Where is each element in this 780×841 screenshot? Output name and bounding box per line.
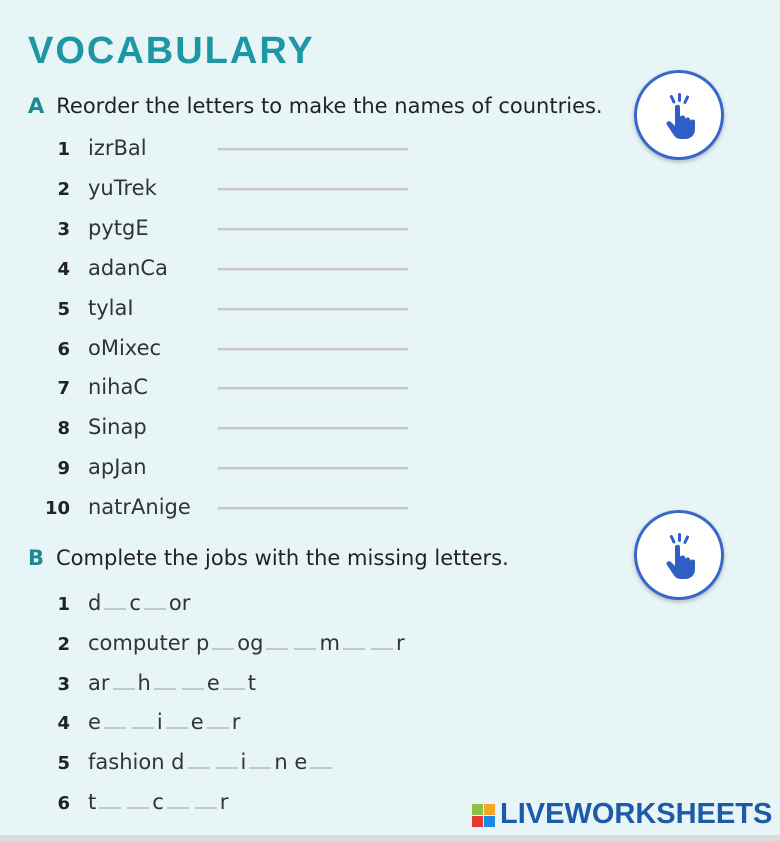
answer-input[interactable] bbox=[218, 427, 408, 430]
answer-input[interactable] bbox=[218, 268, 408, 271]
letter-fragment: e bbox=[190, 710, 204, 734]
item-number: 3 bbox=[57, 219, 70, 240]
missing-letter-blank[interactable] bbox=[310, 753, 332, 769]
letter-fragment: n e bbox=[274, 750, 308, 774]
section-b-letter: B bbox=[28, 546, 45, 570]
job-item bbox=[44, 591, 191, 617]
answer-input[interactable] bbox=[218, 348, 408, 351]
scrambled-word: apJan bbox=[88, 455, 147, 479]
section-b-heading bbox=[28, 546, 509, 570]
missing-letter-blank[interactable] bbox=[144, 594, 166, 610]
tap-hand-icon bbox=[637, 513, 721, 597]
job-item bbox=[44, 631, 405, 657]
missing-letter-blank[interactable] bbox=[132, 713, 154, 729]
answer-input[interactable] bbox=[218, 228, 408, 231]
item-number: 8 bbox=[57, 418, 70, 439]
item-number: 1 bbox=[57, 594, 70, 615]
missing-letter-blank[interactable] bbox=[154, 674, 176, 690]
letter-fragment: c bbox=[152, 790, 164, 814]
answer-input[interactable] bbox=[218, 467, 408, 470]
liveworksheets-logo-icon bbox=[472, 804, 496, 828]
answer-input[interactable] bbox=[218, 148, 408, 151]
missing-letter-blank[interactable] bbox=[371, 634, 393, 650]
item-number: 1 bbox=[57, 139, 70, 160]
letter-fragment: m bbox=[319, 631, 340, 655]
tap-hand-icon bbox=[637, 73, 721, 157]
missing-letter-blank[interactable] bbox=[99, 793, 121, 809]
scrambled-word: adanCa bbox=[88, 256, 168, 280]
scrambled-word: izrBal bbox=[88, 136, 147, 160]
answer-input[interactable] bbox=[218, 387, 408, 390]
country-item bbox=[44, 336, 162, 362]
section-a-letter: A bbox=[28, 94, 45, 118]
item-number: 2 bbox=[57, 634, 70, 655]
job-item bbox=[44, 790, 229, 816]
job-word bbox=[88, 671, 256, 695]
section-a-instruction: Reorder the letters to make the names of countries. bbox=[56, 94, 603, 118]
scrambled-word: natrAnige bbox=[88, 495, 191, 519]
missing-letter-blank[interactable] bbox=[188, 753, 210, 769]
item-number: 9 bbox=[57, 458, 70, 479]
letter-fragment: ar bbox=[88, 671, 110, 695]
scrambled-word: pytgE bbox=[88, 216, 149, 240]
missing-letter-blank[interactable] bbox=[207, 713, 229, 729]
missing-letter-blank[interactable] bbox=[104, 713, 126, 729]
job-word bbox=[88, 591, 190, 615]
item-number: 6 bbox=[57, 793, 70, 814]
item-number: 2 bbox=[57, 179, 70, 200]
letter-fragment: og bbox=[237, 631, 264, 655]
tap-button-b[interactable] bbox=[634, 510, 724, 600]
job-item bbox=[44, 671, 256, 697]
job-word bbox=[88, 631, 405, 655]
missing-letter-blank[interactable] bbox=[216, 753, 238, 769]
missing-letter-blank[interactable] bbox=[249, 753, 271, 769]
scrambled-word: tylaI bbox=[88, 296, 134, 320]
letter-fragment: h bbox=[137, 671, 151, 695]
bottom-divider bbox=[0, 835, 780, 841]
missing-letter-blank[interactable] bbox=[127, 793, 149, 809]
scrambled-word: nihaC bbox=[88, 375, 148, 399]
letter-fragment: computer p bbox=[88, 631, 210, 655]
section-a-heading bbox=[28, 94, 603, 118]
scrambled-word: oMixec bbox=[88, 336, 162, 360]
answer-input[interactable] bbox=[218, 507, 408, 510]
letter-fragment: t bbox=[88, 790, 97, 814]
scrambled-word: Sinap bbox=[88, 415, 147, 439]
letter-fragment: r bbox=[219, 790, 229, 814]
section-b-instruction: Complete the jobs with the missing letters. bbox=[56, 546, 509, 570]
letter-fragment: r bbox=[395, 631, 405, 655]
country-item bbox=[44, 495, 191, 521]
letter-fragment: e bbox=[88, 710, 101, 734]
answer-input[interactable] bbox=[218, 188, 408, 191]
item-number: 6 bbox=[57, 339, 70, 360]
tap-button-a[interactable] bbox=[634, 70, 724, 160]
missing-letter-blank[interactable] bbox=[266, 634, 288, 650]
item-number: 5 bbox=[57, 753, 70, 774]
missing-letter-blank[interactable] bbox=[167, 793, 189, 809]
missing-letter-blank[interactable] bbox=[195, 793, 217, 809]
letter-fragment: i bbox=[240, 750, 247, 774]
letter-fragment: t bbox=[247, 671, 256, 695]
country-item bbox=[44, 415, 147, 441]
letter-fragment: i bbox=[156, 710, 163, 734]
item-number: 4 bbox=[57, 713, 70, 734]
item-number: 4 bbox=[57, 259, 70, 280]
answer-input[interactable] bbox=[218, 308, 408, 311]
country-item bbox=[44, 176, 157, 202]
country-item bbox=[44, 216, 149, 242]
job-item bbox=[44, 750, 308, 776]
item-number: 7 bbox=[57, 378, 70, 399]
item-number: 3 bbox=[57, 674, 70, 695]
country-item bbox=[44, 375, 148, 401]
missing-letter-blank[interactable] bbox=[166, 713, 188, 729]
job-word bbox=[88, 750, 335, 774]
missing-letter-blank[interactable] bbox=[104, 594, 126, 610]
country-item bbox=[44, 455, 147, 481]
brand-name[interactable]: LIVEWORKSHEETS bbox=[500, 798, 773, 830]
country-item bbox=[44, 256, 168, 282]
scrambled-word: yuTrek bbox=[88, 176, 157, 200]
job-word bbox=[88, 790, 228, 814]
missing-letter-blank[interactable] bbox=[343, 634, 365, 650]
missing-letter-blank[interactable] bbox=[212, 634, 234, 650]
item-number: 5 bbox=[57, 299, 70, 320]
missing-letter-blank[interactable] bbox=[182, 674, 204, 690]
letter-fragment: r bbox=[231, 710, 241, 734]
letter-fragment: or bbox=[168, 591, 191, 615]
missing-letter-blank[interactable] bbox=[223, 674, 245, 690]
item-number: 10 bbox=[44, 498, 70, 519]
job-item bbox=[44, 710, 241, 736]
letter-fragment: d bbox=[88, 591, 102, 615]
letter-fragment: e bbox=[206, 671, 220, 695]
missing-letter-blank[interactable] bbox=[294, 634, 316, 650]
missing-letter-blank[interactable] bbox=[113, 674, 135, 690]
country-item bbox=[44, 296, 134, 322]
country-item bbox=[44, 136, 147, 162]
letter-fragment: c bbox=[129, 591, 141, 615]
page-title: VOCABULARY bbox=[28, 30, 315, 72]
job-word bbox=[88, 710, 240, 734]
letter-fragment: fashion d bbox=[88, 750, 185, 774]
